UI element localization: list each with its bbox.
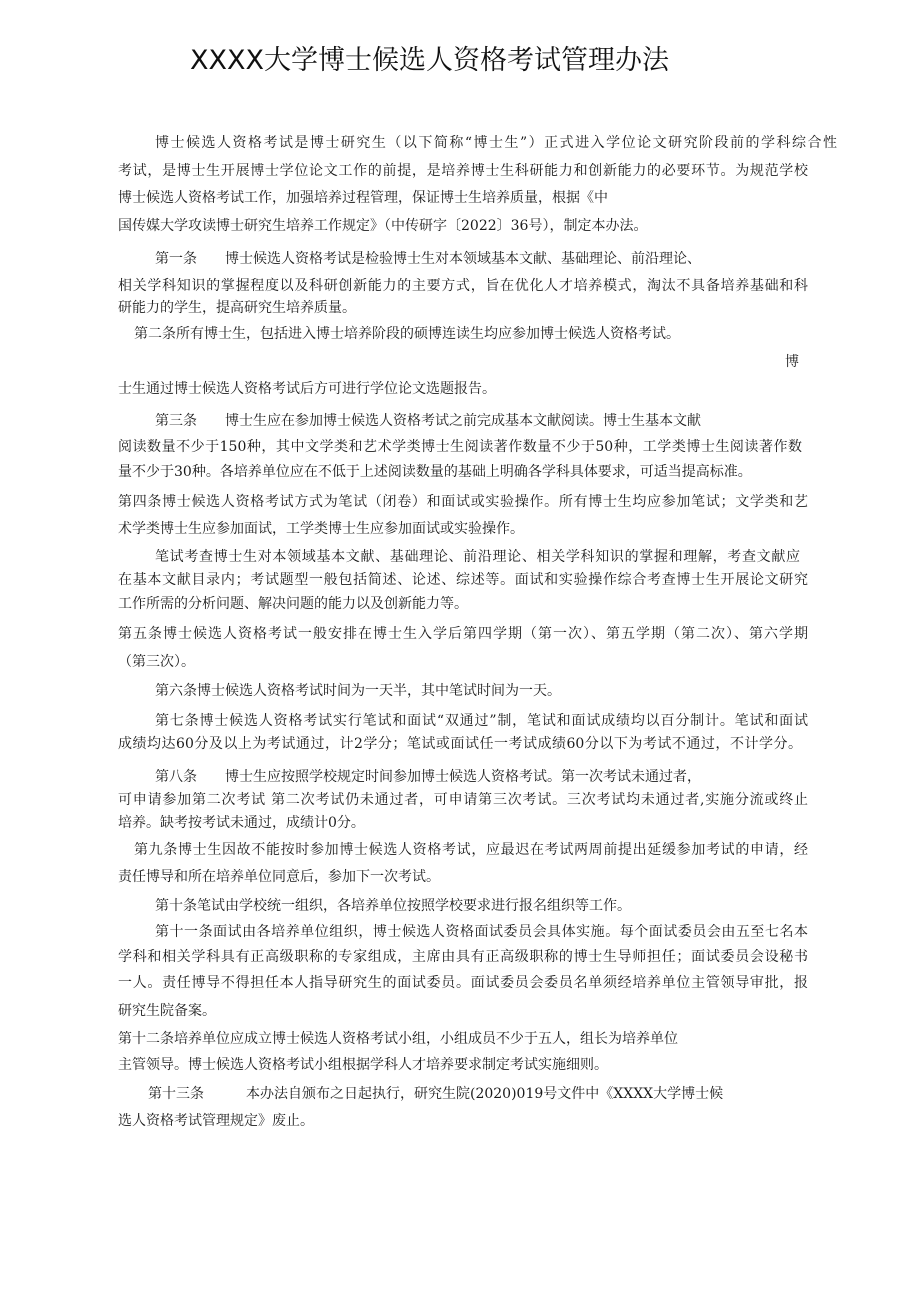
article-line: 第四条博士候选人资格考试方式为笔试（闭卷）和面试或实验操作。所有博士生均应参加笔试；文学类和艺 [118, 494, 808, 510]
article-line: 第六条博士候选人资格考试时间为一天半，其中笔试时间为一天。 [155, 683, 561, 699]
text-line: 国传媒大学攻读博士研究生培养工作规定》（中传研字〔2022〕36号），制定本办法。 [118, 218, 648, 234]
text-line: 可申请参加第二次考试 第二次考试仍未通过者，可申请第三次考试。三次考试均未通过者,实施分流或终止 [118, 792, 808, 808]
text-line: 博士候选人资格考试工作，加强培养过程管理，保证博士生培养质量，根据《中 [118, 190, 608, 206]
text-line: 培养。缺考按考试未通过，成绩计0分。 [118, 815, 365, 831]
article-line: 第三条 博士生应在参加博士候选人资格考试之前完成基本文献阅读。博士生基本文献 [155, 413, 701, 429]
article-line: 第十一条面试由各培养单位组织，博士候选人资格面试委员会具体实施。每个面试委员会由五至七名本 [155, 924, 808, 940]
text-line: 研能力的学生，提高研究生培养质量。 [118, 300, 356, 316]
text-line: 考试，是博士生开展博士学位论文工作的前提，是培养博士生科研能力和创新能力的必要环节。为规范学校 [118, 163, 808, 179]
text-line: 工作所需的分析问题、解决问题的能力以及创新能力等。 [118, 596, 468, 612]
text-line: 选人资格考试管理规定》废止。 [118, 1113, 314, 1129]
text-line: 相关学科知识的掌握程度以及科研创新能力的主要方式，旨在优化人才培养模式，淘汰不具备培养基础和科 [118, 278, 808, 294]
article-line: 第十三条 本办法自颁布之日起执行，研究生院(2020)019号文件中《XXXX大学博士候 [148, 1086, 724, 1102]
text-line: （第三次）。 [118, 654, 195, 670]
document-title: XXXX大学博士候选人资格考试管理办法 [190, 45, 669, 76]
text-line: 一人。责任博导不得担任本人指导研究生的面试委员。面试委员会委员名单须经培养单位主管领导审批，报 [118, 975, 808, 991]
text-line: 在基本文献目录内；考试题型一般包括简述、论述、综述等。面试和实验操作综合考查博士生开展论文研究 [118, 572, 808, 588]
text-line: 笔试考查博士生对本领域基本文献、基础理论、前沿理论、相关学科知识的掌握和理解，考查文献应 [155, 549, 800, 565]
article-line: 第五条博士候选人资格考试一般安排在博士生入学后第四学期（第一次）、第五学期（第二次）、第六学期 [118, 626, 808, 642]
text-line: 阅读数量不少于150种，其中文学类和艺术学类博士生阅读著作数量不少于50种，工学类博士生阅读著作数 [118, 439, 802, 455]
article-line: 第十条笔试由学校统一组织，各培养单位按照学校要求进行报名组织等工作。 [155, 898, 631, 914]
text-line: 研究生院备案。 [118, 1003, 216, 1019]
text-line: 学科和相关学科具有正高级职称的专家组成，主席由具有正高级职称的博士生导师担任；面试委员会设秘书 [118, 949, 808, 965]
text-line: 术学类博士生应参加面试，工学类博士生应参加面试或实验操作。 [118, 521, 524, 537]
article-line: 第十二条培养单位应成立博士候选人资格考试小组，小组成员不少于五人，组长为培养单位 [118, 1031, 678, 1047]
text-line: 量不少于30种。各培养单位应在不低于上述阅读数量的基础上明确各学科具体要求，可适当提高标准。 [118, 464, 752, 480]
text-line: 责任博导和所在培养单位同意后，参加下一次考试。 [118, 869, 440, 885]
article-line: 第九条博士生因故不能按时参加博士候选人资格考试，应最迟在考试两周前提出延缓参加考试的申请，经 [134, 842, 808, 858]
article-line: 第七条博士候选人资格考试实行笔试和面试“双通过”制，笔试和面试成绩均以百分制计。笔试和面试 [155, 713, 808, 729]
text-line: 成绩均达60分及以上为考试通过，计2学分；笔试或面试任一考试成绩60分以下为考试不通过，不计学分。 [118, 736, 802, 752]
article-line: 第一条 博士候选人资格考试是检验博士生对本领域基本文献、基础理论、前沿理论、 [155, 251, 701, 267]
text-line: 博 [785, 354, 799, 370]
article-line: 第二条所有博士生，包括进入博士培养阶段的硕博连读生均应参加博士候选人资格考试。 [134, 326, 680, 342]
text-line: 博士候选人资格考试是博士研究生（以下简称“博士生”）正式进入学位论文研究阶段前的学科综合性 [155, 135, 837, 151]
text-line: 士生通过博士候选人资格考试后方可进行学位论文选题报告。 [118, 381, 496, 397]
text-line: 主管领导。博士候选人资格考试小组根据学科人才培养要求制定考试实施细则。 [118, 1057, 608, 1073]
article-line: 第八条 博士生应按照学校规定时间参加博士候选人资格考试。第一次考试未通过者， [155, 769, 701, 785]
